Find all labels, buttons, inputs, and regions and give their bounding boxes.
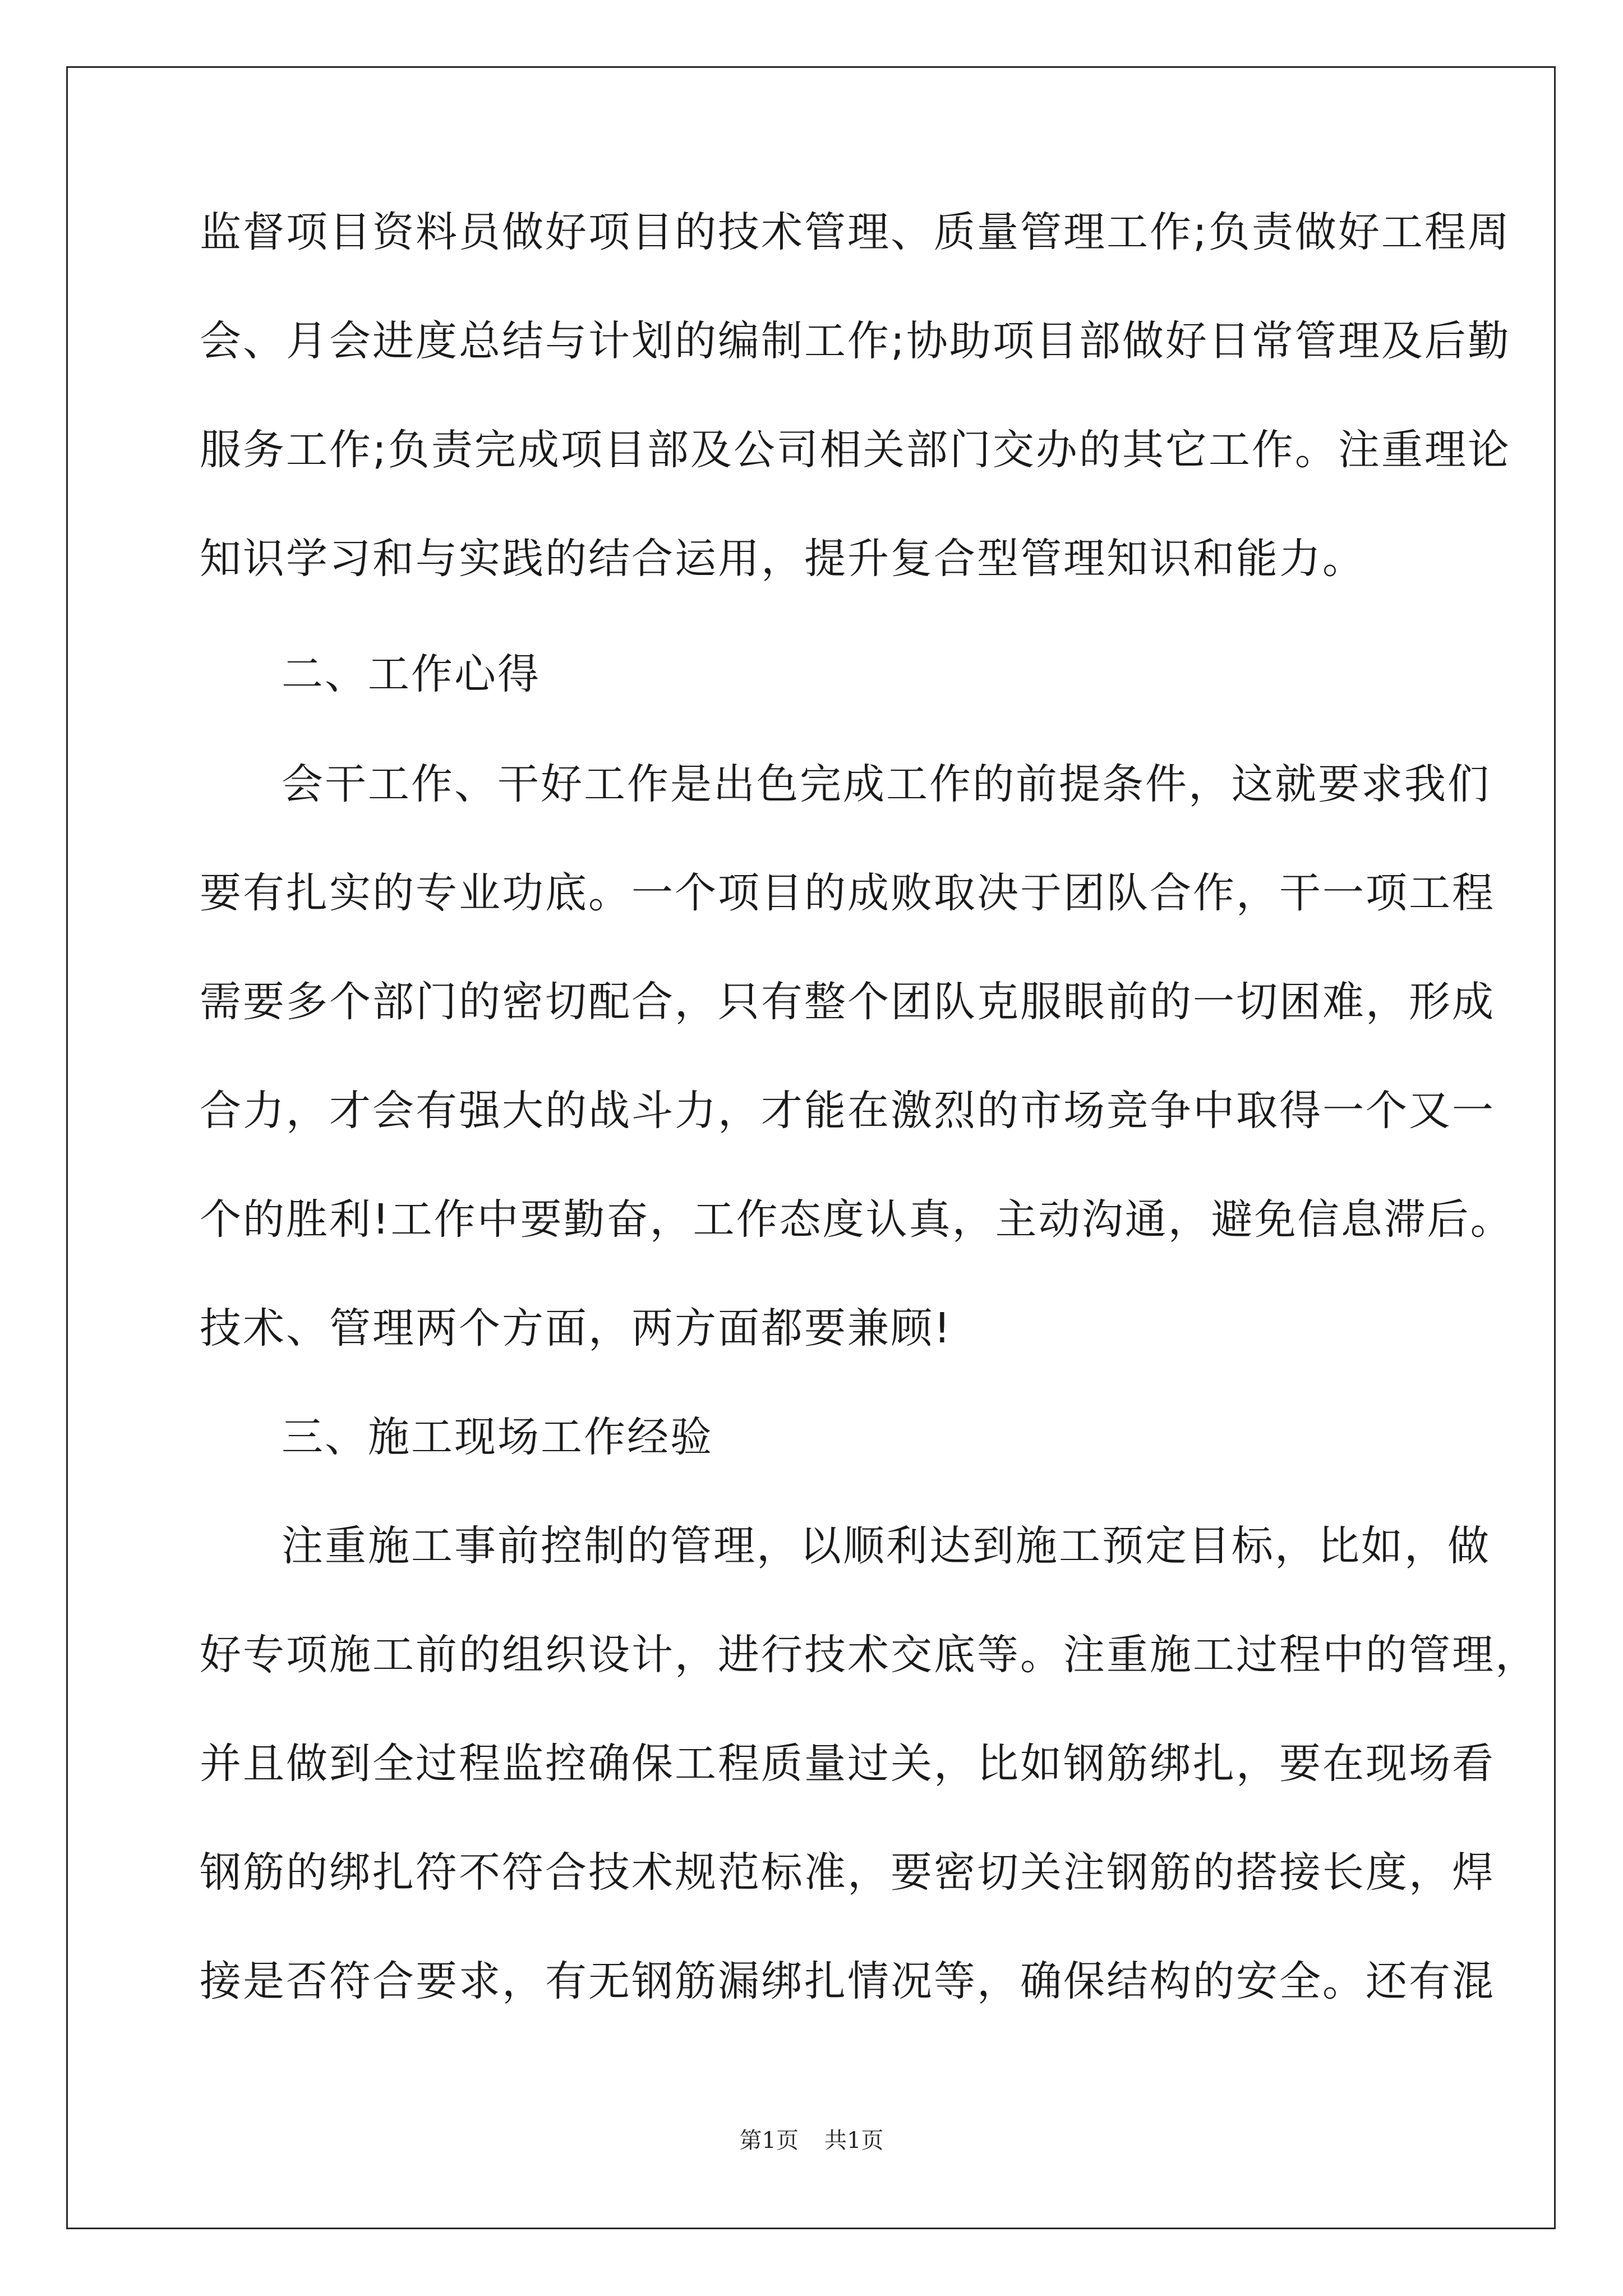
text-line: 好专项施工前的组织设计，进行技术交底等。注重施工过程中的管理， [200, 1631, 1538, 1679]
text-line: 接是否符合要求，有无钢筋漏绑扎情况等，确保结构的安全。还有混 [200, 1957, 1495, 2005]
page-border [66, 66, 1556, 2229]
text-line: 要有扎实的专业功底。一个项目的成败取决于团队合作，干一项工程 [200, 869, 1495, 917]
page-number: 第1页 [739, 2128, 799, 2154]
text-line: 合力，才会有强大的战斗力，才能在激烈的市场竞争中取得一个又一 [200, 1087, 1495, 1135]
page-total: 共1页 [824, 2128, 884, 2154]
section-heading: 三、施工现场工作经验 [282, 1413, 713, 1461]
text-line: 个的胜利!工作中要勤奋，工作态度认真，主动沟通，避免信息滞后。 [200, 1195, 1514, 1244]
text-line: 需要多个部门的密切配合，只有整个团队克服眼前的一切困难，形成 [200, 978, 1495, 1026]
page-footer [0, 2125, 1623, 2156]
text-line: 知识学习和与实践的结合运用，提升复合型管理知识和能力。 [200, 535, 1366, 583]
text-line: 服务工作;负责完成项目部及公司相关部门交办的其它工作。注重理论 [200, 426, 1511, 474]
text-line: 注重施工事前控制的管理，以顺利达到施工预定目标，比如，做 [282, 1522, 1491, 1570]
text-line: 监督项目资料员做好项目的技术管理、质量管理工作;负责做好工程周 [200, 208, 1511, 256]
text-line: 会干工作、干好工作是出色完成工作的前提条件，这就要求我们 [282, 760, 1491, 808]
text-line: 钢筋的绑扎符不符合技术规范标准，要密切关注钢筋的搭接长度，焊 [200, 1848, 1495, 1897]
text-line: 技术、管理两个方面，两方面都要兼顾! [200, 1304, 952, 1352]
text-line: 会、月会进度总结与计划的编制工作;协助项目部做好日常管理及后勤 [200, 317, 1511, 365]
text-line: 并且做到全过程监控确保工程质量过关，比如钢筋绑扎，要在现场看 [200, 1740, 1495, 1788]
section-heading: 二、工作心得 [282, 650, 541, 698]
